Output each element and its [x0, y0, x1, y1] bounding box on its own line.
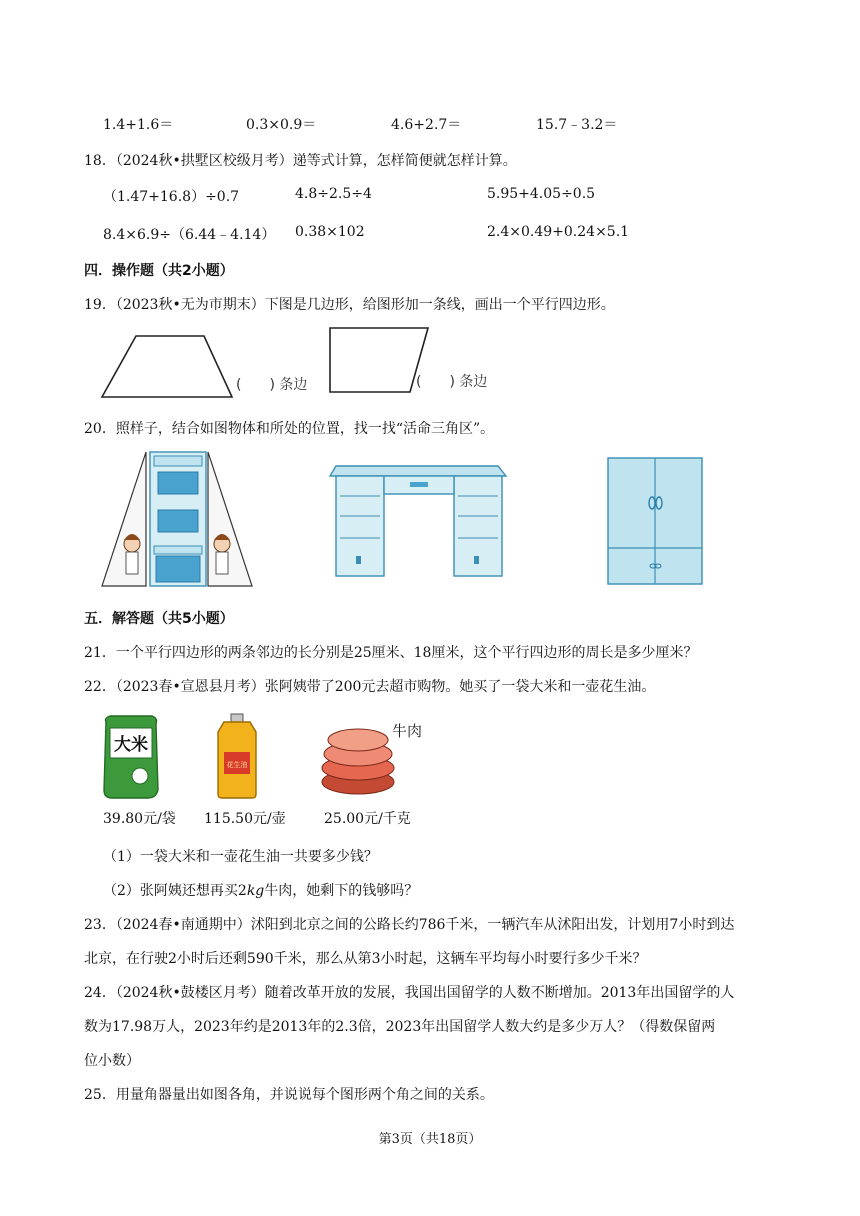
calc-item-3: 4.6+2.7＝ [391, 117, 462, 133]
rice-bag-image [104, 716, 158, 798]
q18-expr-4: 8.4×6.9÷（6.44﹣4.14） [103, 227, 276, 243]
q22-products [100, 710, 440, 806]
q21-stem: 21．一个平行四边形的两条邻边的长分别是25厘米、18厘米，这个平行四边形的周长是多少厘米？ [84, 645, 698, 661]
q18-stem: 18．（2024秋•拱墅区校级月考）递等式计算，怎样简便就怎样计算。 [84, 153, 517, 169]
q22-sub-2-pre: （2）张阿姨还想再买2 [103, 883, 247, 899]
q18-expr-2: 4.8÷2.5÷4 [295, 186, 372, 202]
q22-sub-1: （1）一袋大米和一壶花生油一共要多少钱？ [103, 849, 378, 865]
beef-image [322, 722, 422, 794]
calc-item-2: 0.3×0.9＝ [246, 117, 317, 133]
q18-expr-1: （1.47+16.8）÷0.7 [103, 189, 240, 205]
q24-line-1: 24．（2024秋•鼓楼区月考）随着改革开放的发展，我国出国留学的人数不断增加。2013年出国留学的人 [84, 985, 735, 1001]
oil-jug-text: 花生油 [226, 761, 248, 769]
rice-bag-text: 大米 [114, 735, 148, 755]
q24-line-3: 位小数） [84, 1053, 140, 1069]
q23-line-1: 23．（2024春•南通期中）沭阳到北京之间的公路长约786千米，一辆汽车从沭阳出发，计划用7小时到达 [84, 917, 735, 933]
calc-item-1: 1.4+1.6＝ [103, 117, 174, 133]
trapezoid-shape [102, 336, 232, 397]
bookcase-illustration [102, 452, 252, 586]
q19-stem: 19．（2023秋•无为市期末）下图是几边形，给图形加一条线，画出一个平行四边形。 [84, 297, 615, 313]
pentagon-shape [330, 328, 428, 392]
q18-expr-3: 5.95+4.05÷0.5 [487, 186, 596, 202]
desk-illustration [330, 466, 506, 576]
q24-line-2: 数为17.98万人，2023年约是2013年的2.3倍，2023年出国留学人数大约是多少万人？（得数保留两 [84, 1019, 716, 1035]
calc-item-4: 15.7﹣3.2＝ [536, 117, 618, 133]
price-rice: 39.80元/袋 [103, 811, 176, 827]
q20-figures [98, 448, 708, 590]
q22-sub-2-unit: kg [246, 883, 265, 899]
q22-sub-2 [103, 880, 418, 900]
price-beef: 25.00元/千克 [324, 811, 411, 827]
q19-label-1: ( ) 条边 [236, 377, 308, 393]
page-footer: 第3页（共18页） [378, 1132, 482, 1147]
q25-stem: 25．用量角器量出如图各角，并说说每个图形两个角之间的关系。 [84, 1087, 494, 1103]
q18-expr-6: 2.4×0.49+0.24×5.1 [487, 224, 630, 240]
price-oil: 115.50元/壶 [204, 811, 286, 827]
q18-expr-5: 0.38×102 [295, 224, 365, 240]
beef-label: 牛肉 [392, 722, 423, 740]
q22-sub-2-post: 牛肉，她剩下的钱够吗？ [264, 883, 419, 899]
q19-label-2: ( ) 条边 [416, 374, 488, 390]
q23-line-2: 北京，在行驶2小时后还剩590千米，那么从第3小时起，这辆车平均每小时要行多少千米？ [84, 951, 647, 967]
wardrobe-illustration [608, 458, 702, 584]
section-4-heading: 四．操作题（共2小题） [84, 263, 234, 279]
oil-jug-image [218, 714, 256, 798]
q20-stem: 20．照样子，结合如图物体和所处的位置，找一找“活命三角区”。 [84, 421, 495, 437]
q22-stem: 22．（2023春•宣恩县月考）张阿姨带了200元去超市购物。她买了一袋大米和一壶花生油。 [84, 679, 656, 695]
section-5-heading: 五．解答题（共5小题） [84, 611, 234, 627]
